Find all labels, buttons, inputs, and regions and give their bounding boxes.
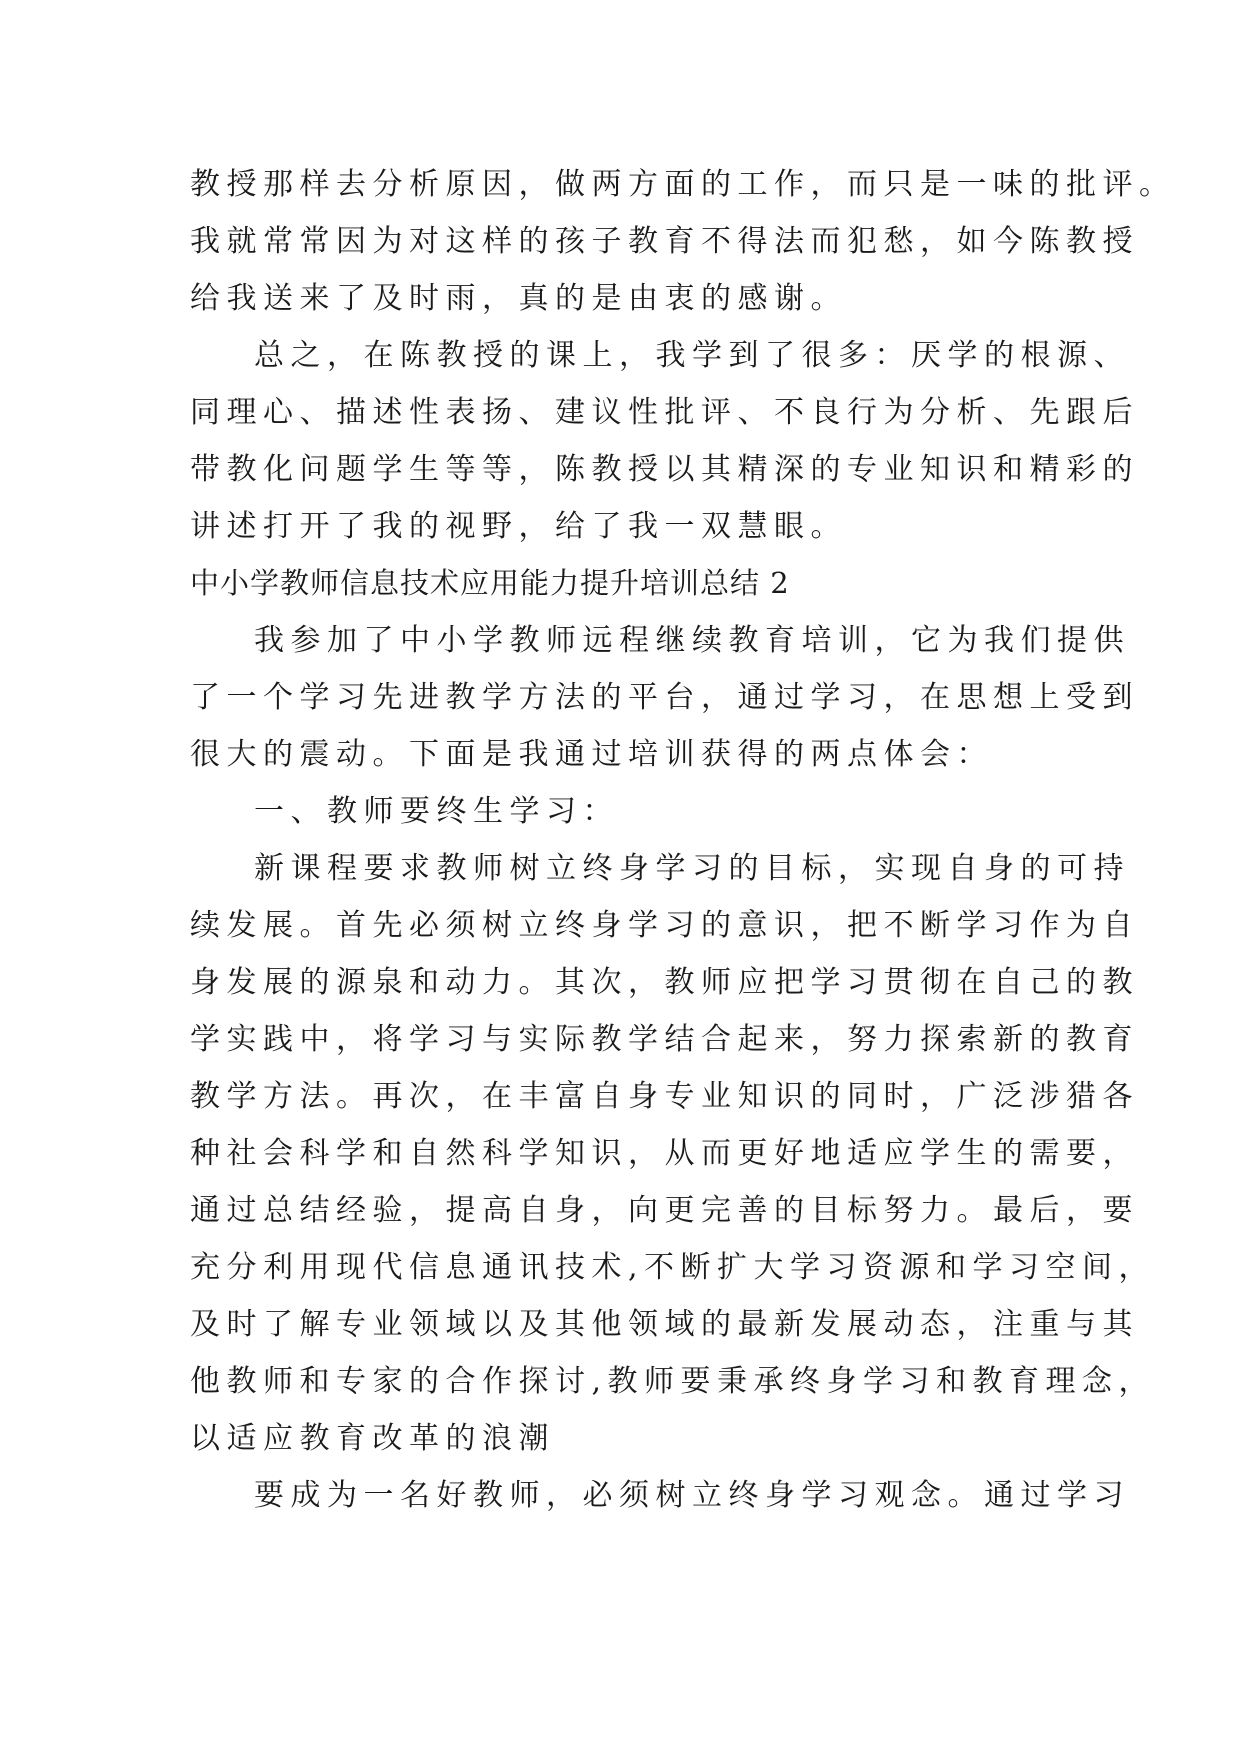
paragraph-line: 以适应教育改革的浪潮 xyxy=(190,1421,555,1456)
document-body xyxy=(190,156,1176,1524)
paragraph-line: 带教化问题学生等等，陈教授以其精深的专业知识和精彩的 xyxy=(190,452,1139,487)
paragraph-line: 续发展。首先必须树立终身学习的意识，把不断学习作为自 xyxy=(190,908,1139,943)
paragraph-line: 新课程要求教师树立终身学习的目标，实现自身的可持 xyxy=(254,851,1130,886)
subheading-line: 一、教师要终生学习： xyxy=(254,794,619,829)
paragraph-line: 通过总结经验，提高自身，向更完善的目标努力。最后，要 xyxy=(190,1193,1139,1228)
paragraph-line: 总之，在陈教授的课上，我学到了很多：厌学的根源、 xyxy=(254,338,1130,373)
section-heading: 中小学教师信息技术应用能力提升培训总结 2 xyxy=(190,566,790,600)
paragraph-line: 身发展的源泉和动力。其次，教师应把学习贯彻在自己的教 xyxy=(190,965,1139,1000)
paragraph-line: 我就常常因为对这样的孩子教育不得法而犯愁，如今陈教授 xyxy=(190,224,1139,259)
paragraph-line: 教学方法。再次，在丰富自身专业知识的同时，广泛涉猎各 xyxy=(190,1079,1139,1114)
paragraph-line: 了一个学习先进教学方法的平台，通过学习，在思想上受到 xyxy=(190,680,1139,715)
paragraph-line: 我参加了中小学教师远程继续教育培训，它为我们提供 xyxy=(254,623,1130,658)
paragraph-line: 给我送来了及时雨，真的是由衷的感谢。 xyxy=(190,281,847,316)
paragraph-line: 要成为一名好教师，必须树立终身学习观念。通过学习 xyxy=(254,1478,1130,1513)
paragraph-line: 及时了解专业领域以及其他领域的最新发展动态，注重与其 xyxy=(190,1307,1139,1342)
paragraph-line: 教授那样去分析原因，做两方面的工作，而只是一味的批评。 xyxy=(190,167,1176,202)
paragraph-line: 同理心、描述性表扬、建议性批评、不良行为分析、先跟后 xyxy=(190,395,1139,430)
paragraph-line: 很大的震动。下面是我通过培训获得的两点体会： xyxy=(190,737,993,772)
paragraph-line: 学实践中，将学习与实际教学结合起来，努力探索新的教育 xyxy=(190,1022,1139,1057)
paragraph-line: 种社会科学和自然科学知识，从而更好地适应学生的需要， xyxy=(190,1136,1139,1171)
paragraph-line: 他教师和专家的合作探讨,教师要秉承终身学习和教育理念， xyxy=(190,1364,1156,1399)
paragraph-line: 讲述打开了我的视野，给了我一双慧眼。 xyxy=(190,509,847,544)
paragraph-line: 充分利用现代信息通讯技术,不断扩大学习资源和学习空间， xyxy=(190,1250,1156,1285)
